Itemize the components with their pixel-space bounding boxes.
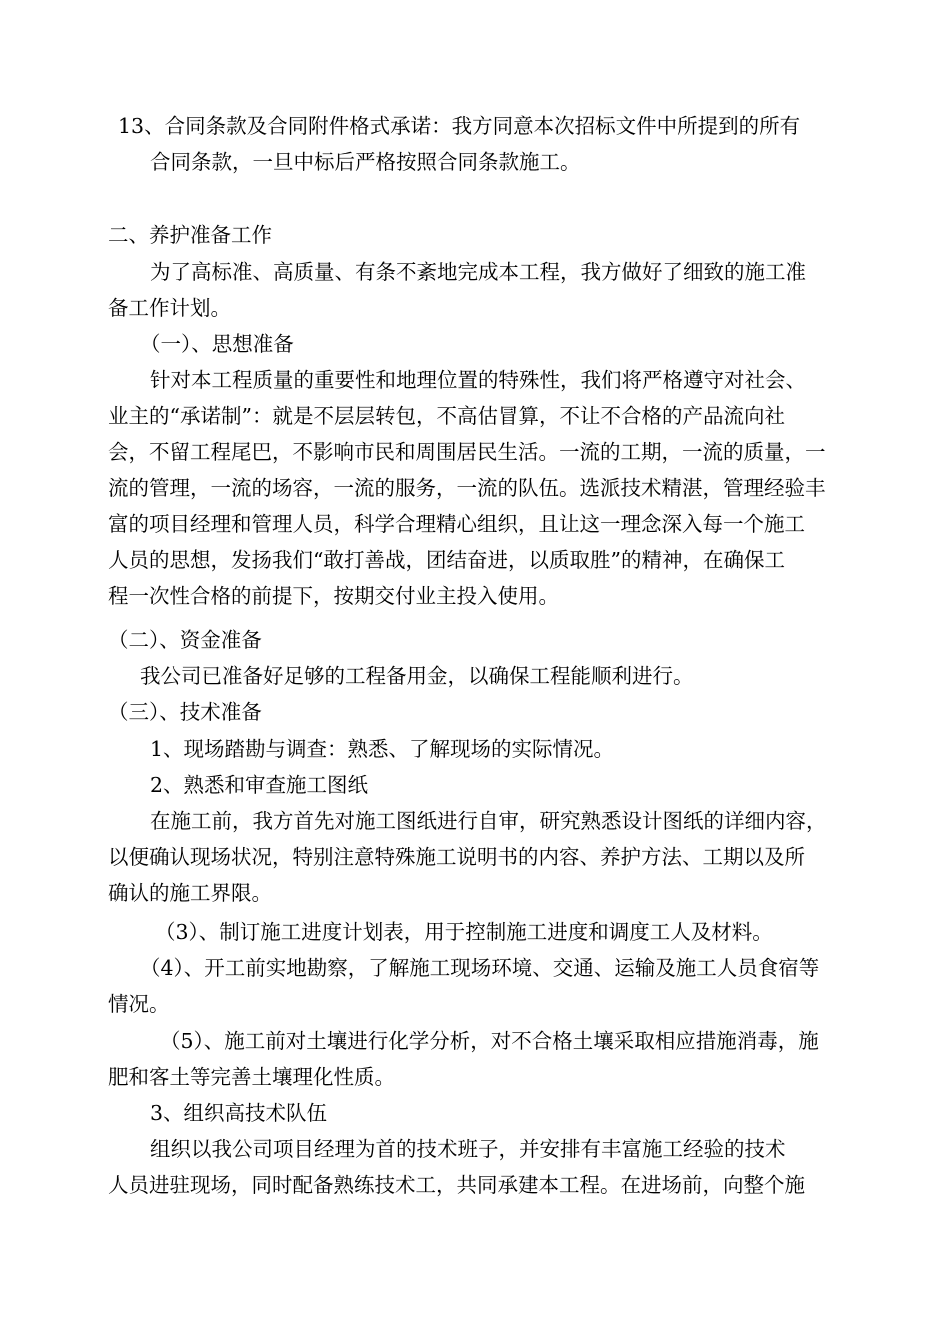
- text-line: 组织以我公司项目经理为首的技术班子，并安排有丰富施工经验的技术: [150, 1137, 786, 1161]
- text-line: 程一次性合格的前提下，按期交付业主投入使用。: [108, 584, 559, 608]
- text-line: 以便确认现场状况，特别注意特殊施工说明书的内容、养护方法、工期以及所: [108, 845, 805, 869]
- text-line: 情况。: [108, 992, 170, 1016]
- text-line: 肥和客土等完善土壤理化性质。: [108, 1065, 395, 1089]
- text-line: 合同条款，一旦中标后严格按照合同条款施工。: [150, 150, 581, 174]
- subsection-heading: （二）、资金准备: [108, 628, 262, 652]
- subsection-heading: （三）、技术准备: [108, 700, 262, 724]
- text-line: 针对本工程质量的重要性和地理位置的特殊性，我们将严格遵守对社会、: [150, 368, 806, 392]
- text-line: （4）、开工前实地勘察，了解施工现场环境、交通、运输及施工人员食宿等: [140, 956, 820, 980]
- text-line: （3）、制订施工进度计划表，用于控制施工进度和调度工人及材料。: [155, 920, 773, 944]
- text-line: 为了高标准、高质量、有条不紊地完成本工程，我方做好了细致的施工准: [150, 260, 806, 284]
- text-line: 2、熟悉和审查施工图纸: [150, 773, 369, 797]
- text-line: 13、合同条款及合同附件格式承诺：我方同意本次招标文件中所提到的所有: [118, 114, 801, 138]
- section-heading: 二、养护准备工作: [108, 223, 272, 247]
- text-line: 在施工前，我方首先对施工图纸进行自审，研究熟悉设计图纸的详细内容，: [150, 809, 827, 833]
- text-line: 会，不留工程尾巴，不影响市民和周围居民生活。一流的工期，一流的质量，一: [108, 440, 826, 464]
- subsection-heading: （一）、思想准备: [140, 332, 294, 356]
- text-line: 富的项目经理和管理人员，科学合理精心组织，且让这一理念深入每一个施工: [108, 512, 805, 536]
- text-line: 人员的思想，发扬我们“敢打善战，团结奋进，以质取胜”的精神，在确保工: [108, 548, 785, 572]
- text-line: 人员进驻现场，同时配备熟练技术工，共同承建本工程。在进场前，向整个施: [108, 1173, 805, 1197]
- text-line: 业主的“承诺制”：就是不层层转包，不高估冒算，不让不合格的产品流向社: [108, 404, 785, 428]
- text-line: 1、现场踏勘与调查：熟悉、了解现场的实际情况。: [150, 737, 615, 761]
- text-line: （5）、施工前对土壤进行化学分析，对不合格土壤采取相应措施消毒，施: [160, 1029, 819, 1053]
- text-line: 3、组织高技术队伍: [150, 1101, 328, 1125]
- text-line: 流的管理，一流的场容，一流的服务，一流的队伍。选派技术精湛，管理经验丰: [108, 476, 826, 500]
- text-line: 备工作计划。: [108, 296, 231, 320]
- text-line: 确认的施工界限。: [108, 881, 272, 905]
- text-line: 我公司已准备好足够的工程备用金，以确保工程能顺利进行。: [140, 664, 694, 688]
